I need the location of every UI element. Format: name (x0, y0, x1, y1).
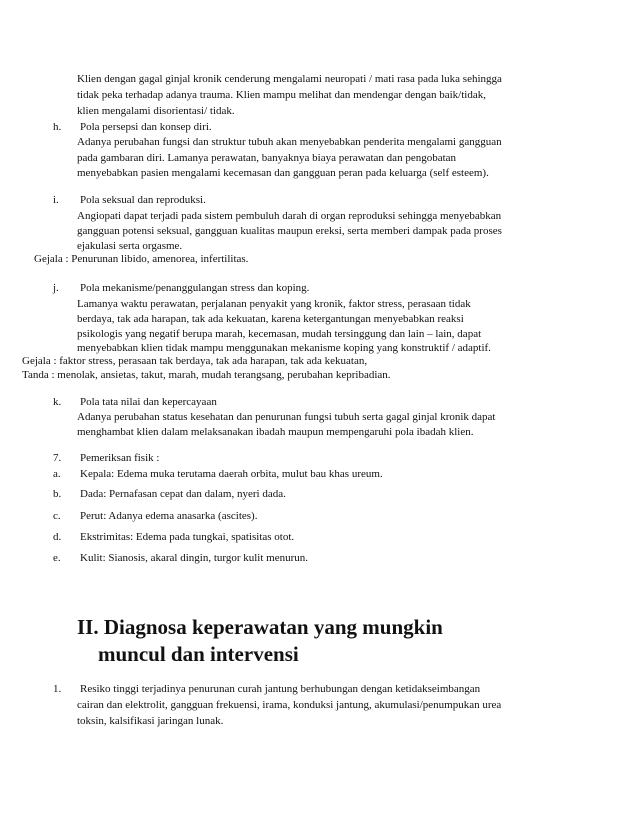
intro-line: Klien dengan gagal ginjal kronik cenderung mengalami neuropati / mati rasa pada luka sehingga (77, 73, 502, 85)
item-text: Kulit: Sianosis, akaral dingin, turgor kulit menurun. (80, 552, 309, 564)
section-marker-j: j. (53, 282, 59, 294)
item-text: Dada: Pernafasan cepat dan dalam, nyeri dada. (80, 488, 286, 500)
section-marker-k: k. (53, 396, 62, 408)
gejala-i: Gejala : Penurunan libido, amenorea, infertilitas. (34, 253, 249, 265)
item-text: Kepala: Edema muka terutama daerah orbita, mulut bau khas ureum. (80, 468, 383, 480)
item-marker: e. (53, 552, 61, 564)
section-line: pada gambaran diri. Lamanya perawatan, banyaknya biaya perawatan dan pengobatan (77, 152, 457, 164)
diagnosa-line: Resiko tinggi terjadinya penurunan curah jantung berhubungan dengan ketidakseimbangan (80, 683, 481, 695)
item-marker: a. (53, 468, 61, 480)
intro-line: tidak peka terhadap adanya trauma. Klien mampu melihat dan mendengar dengan baik/tidak, (77, 89, 486, 101)
section-line: ejakulasi serta orgasme. (77, 240, 183, 252)
section-marker-h: h. (53, 121, 62, 133)
pemeriksaan-title: Pemeriksan fisik : (80, 452, 160, 464)
section-line: Adanya perubahan status kesehatan dan penurunan fungsi tubuh serta gagal ginjal kronik dapat (77, 411, 496, 423)
diagnosa-line: toksin, kalsifikasi jaringan lunak. (77, 715, 224, 727)
section-line: menyebabkan klien tidak mampu menggunakan mekanisme koping yang konstruktif / adaptif. (77, 342, 491, 354)
section-line: Angiopati dapat terjadi pada sistem pembuluh darah di organ reproduksi sehingga menyebabkan (77, 210, 502, 222)
item-text: Perut: Adanya edema anasarka (ascites). (80, 510, 258, 522)
section-title-k: Pola tata nilai dan kepercayaan (80, 396, 217, 408)
item-marker: c. (53, 510, 61, 522)
section-line: Lamanya waktu perawatan, perjalanan penyakit yang kronik, faktor stress, perasaan tidak (77, 298, 471, 310)
section-heading-line1: II. Diagnosa keperawatan yang mungkin (77, 615, 443, 639)
item-marker: b. (53, 488, 62, 500)
diagnosa-marker: 1. (53, 683, 62, 695)
section-line: menyebabkan pasien mengalami kecemasan dan gangguan peran pada keluarga (self esteem). (77, 167, 489, 179)
section-title-h: Pola persepsi dan konsep diri. (80, 121, 212, 133)
gejala-j: Gejala : faktor stress, perasaan tak berdaya, tak ada harapan, tak ada kekuatan, (22, 355, 368, 367)
item-marker: d. (53, 531, 62, 543)
section-line: berdaya, tak ada harapan, tak ada kekuatan, karena ketergantungan menyebabkan reaksi (77, 313, 464, 325)
section-title-j: Pola mekanisme/penanggulangan stress dan koping. (80, 282, 310, 294)
section-line: menghambat klien dalam melaksanakan ibadah maupun mempengaruhi pola ibadah klien. (77, 426, 474, 438)
section-marker-i: i. (53, 194, 59, 206)
diagnosa-line: cairan dan elektrolit, gangguan frekuensi, irama, konduksi jantung, akumulasi/penumpukan urea (77, 699, 502, 711)
intro-line: klien mengalami disorientasi/ tidak. (77, 105, 235, 117)
pemeriksaan-marker: 7. (53, 452, 62, 464)
item-text: Ekstrimitas: Edema pada tungkai, spatisitas otot. (80, 531, 295, 543)
section-heading-line2: muncul dan intervensi (98, 642, 299, 666)
section-line: Adanya perubahan fungsi dan struktur tubuh akan menyebabkan penderita mengalami gangguan (77, 136, 502, 148)
section-title-i: Pola seksual dan reproduksi. (80, 194, 206, 206)
tanda-j: Tanda : menolak, ansietas, takut, marah, mudah terangsang, perubahan kepribadian. (22, 369, 391, 381)
section-line: gangguan potensi seksual, gangguan kualitas maupun ereksi, serta memberi dampak pada proses (77, 225, 502, 237)
section-line: psikologis yang negatif berupa marah, kecemasan, mudah tersinggung dan lain – lain, dapat (77, 328, 482, 340)
